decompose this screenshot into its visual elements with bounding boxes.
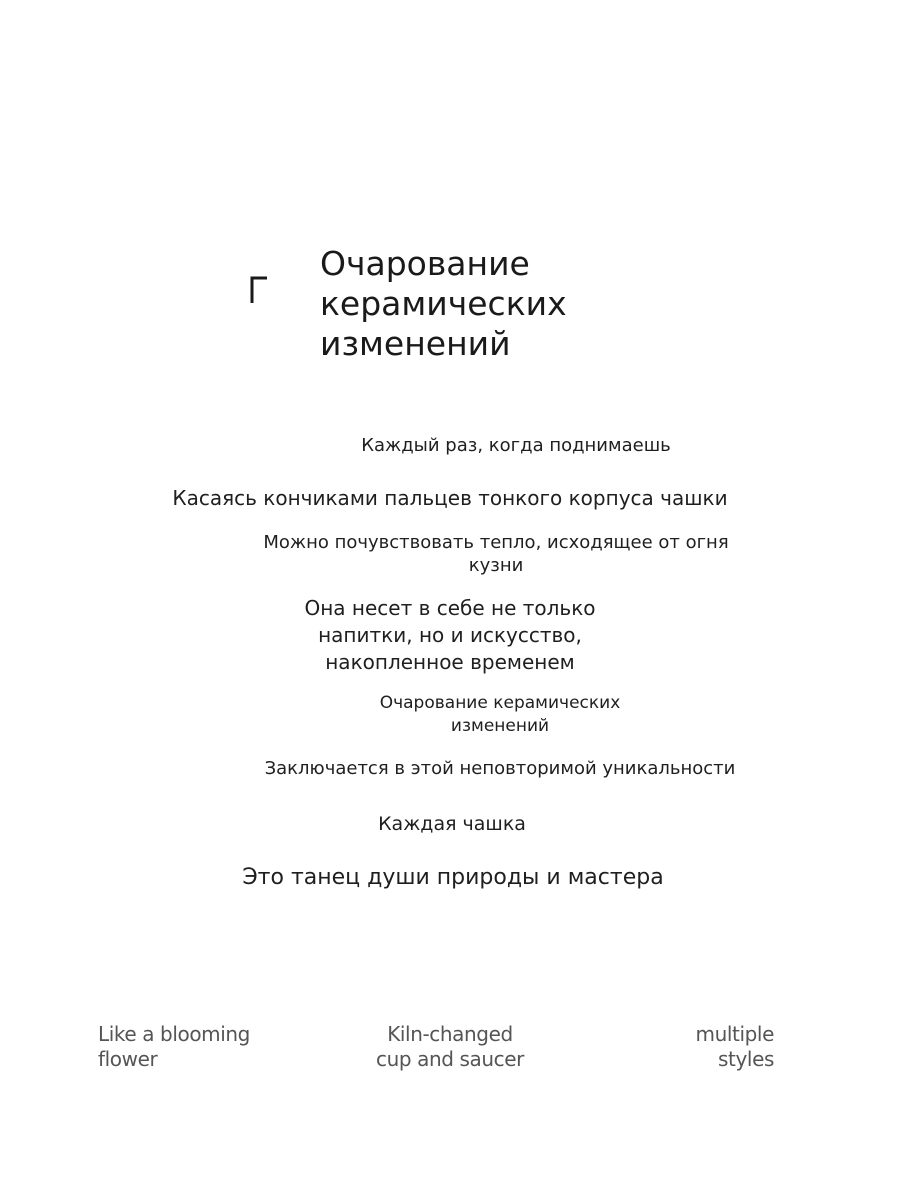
feature-caption-1 bbox=[98, 1022, 250, 1072]
poem-line-5 bbox=[50, 692, 900, 738]
feature-caption-2 bbox=[330, 1022, 570, 1072]
feature-caption-line: Kiln-changed bbox=[387, 1022, 513, 1046]
feature-caption-line: flower bbox=[98, 1047, 158, 1071]
feature-caption-line: cup and saucer bbox=[376, 1047, 524, 1071]
poem-line-5-part: изменений bbox=[450, 716, 550, 736]
poem-line-6: Заключается в этой неповторимой уникальности bbox=[264, 758, 736, 779]
poem-line-3-part: Можно почувствовать тепло, исходящее от огня bbox=[263, 532, 729, 553]
poem-line-4-part: накопленное временем bbox=[325, 650, 575, 674]
poem-line-3 bbox=[46, 531, 900, 577]
poem-line-4-part: напитки, но и искусство, bbox=[318, 623, 582, 647]
poem-line-4-part: Она несет в себе не только bbox=[304, 596, 596, 620]
poem-line-7: Каждая чашка bbox=[378, 813, 526, 835]
poem-line-5-part: Очарование керамических bbox=[379, 693, 621, 713]
feature-caption-3 bbox=[696, 1022, 774, 1072]
poem-line-1: Каждый раз, когда поднимаешь bbox=[361, 435, 671, 456]
title-line: Очарование bbox=[320, 244, 530, 283]
poem-line-4 bbox=[0, 595, 900, 676]
poem-line-2: Касаясь кончиками пальцев тонкого корпуса чашки bbox=[172, 486, 728, 510]
poem-line-8: Это танец души природы и мастера bbox=[242, 865, 664, 890]
feature-caption-line: styles bbox=[718, 1047, 774, 1071]
title-line: изменений bbox=[320, 324, 511, 363]
page-title bbox=[320, 244, 567, 364]
feature-caption-line: Like a blooming bbox=[98, 1022, 250, 1046]
corner-bracket-icon bbox=[250, 276, 268, 304]
poem-line-3-part: кузни bbox=[468, 555, 524, 576]
title-line: керамических bbox=[320, 284, 567, 323]
feature-caption-line: multiple bbox=[695, 1022, 774, 1046]
